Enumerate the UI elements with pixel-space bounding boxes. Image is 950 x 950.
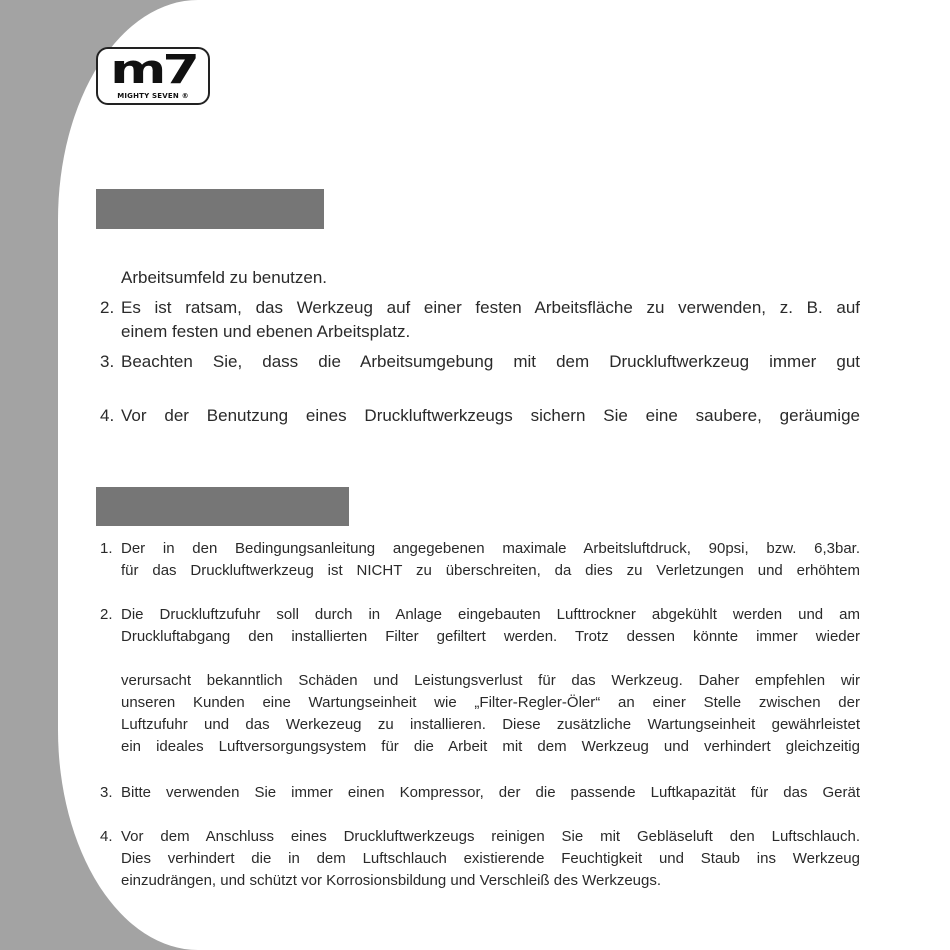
item-number: 3.: [100, 352, 115, 371]
item-text-line: verursacht bekanntlich Schäden und Leistungsverlust für das Werkzeug. Daher empfehlen wir: [121, 672, 860, 689]
item-text-line: Vor der Benutzung eines Druckluftwerkzeugs sichern Sie eine saubere, geräumige: [121, 406, 860, 425]
item-text-line: einem festen und ebenen Arbeitsplatz.: [121, 322, 411, 341]
item-text-line: Dies verhindert die in dem Luftschlauch existierende Feuchtigkeit und Staub ins Werkzeug: [121, 850, 860, 867]
logo-mark: m7: [110, 47, 196, 93]
item-text-line: ein ideales Luftversorgungsystem für die Arbeit mit dem Werkzeug und verhindert gleichzeitig: [121, 738, 860, 755]
item-number: 1.: [100, 540, 113, 557]
item-text-line: einzudrängen, und schützt vor Korrosionsbildung und Verschleiß des Werkzeugs.: [121, 872, 662, 889]
section-heading-bar-2: [96, 487, 349, 526]
item-text-line: Vor dem Anschluss eines Druckluftwerkzeugs reinigen Sie mit Gebläseluft den Luftschlauch.: [121, 828, 860, 845]
item-number: 4.: [100, 828, 113, 845]
brand-logo: [96, 47, 210, 105]
item-text-line: Luftzufuhr und das Werkezeug zu installieren. Diese zusätzliche Wartungseinheit gewährleistet: [121, 716, 860, 733]
page-sheet: [58, 0, 950, 950]
item-text-line: Bitte verwenden Sie immer einen Kompressor, der die passende Luftkapazität für das Gerät: [121, 784, 860, 801]
item-text-line: unseren Kunden eine Wartungseinheit wie „Filter-Regler-Öler“ an einer Stelle zwischen der: [121, 694, 860, 711]
item-number: 2.: [100, 298, 115, 317]
logo-subtitle: MIGHTY SEVEN ®: [117, 92, 189, 100]
item-text-line: Arbeitsumfeld zu benutzen.: [121, 268, 328, 287]
item-text-line: Der in den Bedingungsanleitung angegebenen maximale Arbeitsluftdruck, 90psi, bzw. 6,3bar.: [121, 540, 860, 557]
item-text-line: Es ist ratsam, das Werkzeug auf einer festen Arbeitsfläche zu verwenden, z. B. auf: [121, 298, 860, 317]
section-heading-bar-1: [96, 189, 324, 229]
item-text-line: für das Druckluftwerkzeug ist NICHT zu überschreiten, da dies zu Verletzungen und erhöhtem: [121, 562, 860, 579]
item-number: 2.: [100, 606, 113, 623]
item-text-line: Beachten Sie, dass die Arbeitsumgebung mit dem Druckluftwerkzeug immer gut: [121, 352, 860, 371]
item-number: 4.: [100, 406, 115, 425]
item-number: 3.: [100, 784, 113, 801]
item-text-line: Die Druckluftzufuhr soll durch in Anlage eingebauten Lufttrockner abgekühlt werden und am: [121, 606, 860, 623]
item-text-line: Druckluftabgang den installierten Filter gefiltert werden. Trotz dessen könnte immer wieder: [121, 628, 860, 645]
